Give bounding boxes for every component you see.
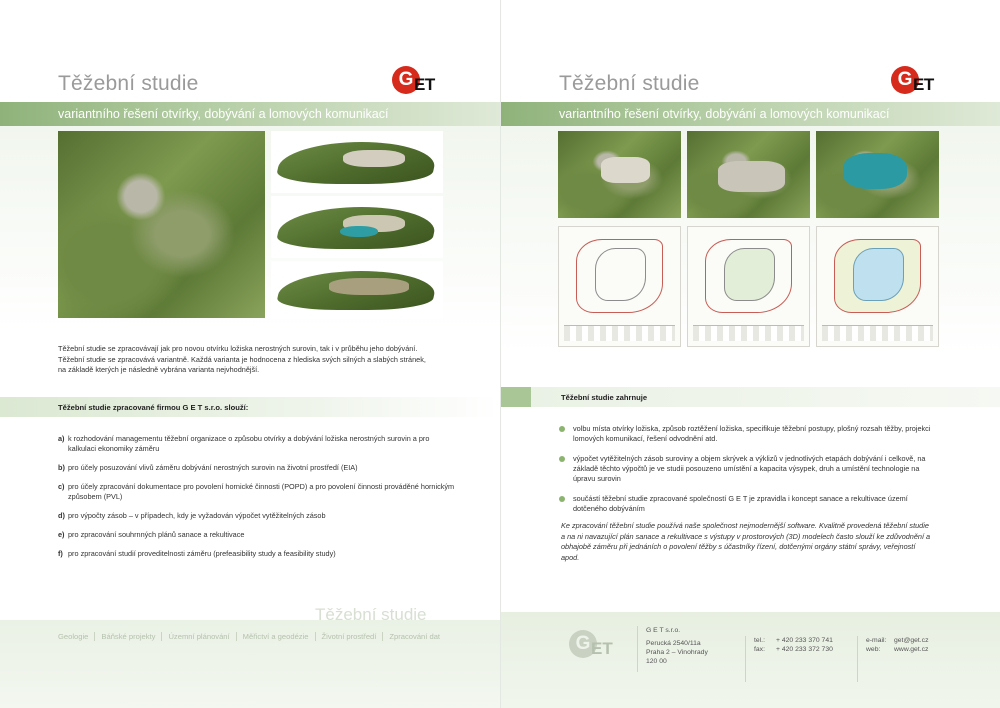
list-letter: b) [58, 463, 65, 472]
address-line: 120 00 [646, 658, 667, 665]
section-heading-bar [0, 397, 500, 417]
bullet-item [559, 454, 931, 484]
list-item [58, 434, 458, 454]
service-item: Báňské projekty [94, 632, 161, 641]
service-item: Životní prostředí [315, 632, 383, 641]
logo-g: G [891, 66, 919, 94]
bullet-icon [559, 496, 565, 502]
logo-et: ET [414, 75, 435, 94]
list-text: pro účely zpracování dokumentace pro povolení hornické činnosti (POPD) a pro povolení činnosti prováděné hornickým způsobem (PVL) [68, 482, 455, 501]
variant-3d-2 [687, 131, 810, 218]
section-heading: Těžební studie zahrnuje [561, 393, 648, 402]
variant-3d-3 [816, 131, 939, 218]
subtitle-band [501, 102, 1000, 126]
list-letter: e) [58, 530, 65, 539]
logo-g: G [569, 630, 597, 658]
footer-band [501, 612, 1000, 708]
intro-line: na základě kterých je následně vybrána varianta nejvhodnější. [58, 365, 260, 374]
logo-et: ET [591, 639, 613, 658]
fax-value: + 420 233 372 730 [776, 646, 833, 653]
web-link[interactable]: www.get.cz [894, 646, 929, 653]
email-link[interactable]: get@get.cz [894, 637, 929, 644]
footer-logo [569, 630, 623, 660]
usage-list [58, 434, 458, 568]
logo-g: G [392, 66, 420, 94]
list-text: k rozhodování managementu těžební organizace o způsobu otvírky a dobývání ložiska nerostných surovin a pro kalkulaci ekonomiky záměru [68, 434, 430, 453]
subtitle-band [0, 102, 500, 126]
intro-text [58, 344, 458, 376]
service-item: Zpracování dat [382, 632, 446, 641]
list-text: pro účely posuzování vlivů záměru dobývání nerostných surovin na životní prostředí (EIA) [68, 463, 358, 472]
list-letter: c) [58, 482, 65, 491]
intro-line: Těžební studie se zpracovává variantně. Každá varianta je hodnocena z hlediska svých silných a slabých stránek, [58, 354, 426, 364]
bullet-item [559, 494, 931, 514]
list-item [58, 530, 458, 540]
model-view-2 [271, 196, 443, 258]
email-label: e-mail: [866, 637, 887, 644]
bullet-text: volbu místa otvírky ložiska, způsob roztěžení ložiska, specifikuje těžební postupy, plošný rozsah těžby, projekci lomových komunikací, řešení odvodnění atd. [573, 424, 931, 443]
right-page [500, 0, 1000, 708]
list-letter: a) [58, 434, 65, 443]
service-item: Měřictví a geodézie [236, 632, 315, 641]
list-letter: f) [58, 549, 63, 558]
tel-label: tel.: [754, 637, 765, 644]
list-item [58, 463, 458, 473]
footer-address [637, 626, 733, 672]
footer-phone [745, 636, 845, 682]
service-item: Geologie [58, 632, 89, 641]
page-subtitle: variantního řešení otvírky, dobývání a lomových komunikací [559, 107, 890, 121]
variant-plan-2 [687, 226, 810, 347]
bullet-text: součástí těžební studie zpracované společností G E T je zpravidla i koncept sanace a rekultivace území dotčeného dobýváním [573, 494, 908, 513]
page-title: Těžební studie [58, 72, 199, 95]
fax-label: fax: [754, 646, 765, 653]
variant-plan-1 [558, 226, 681, 347]
aerial-photo [58, 131, 265, 318]
list-text: pro výpočty zásob – v případech, kdy je vyžadován výpočet vytěžitelných zásob [68, 511, 326, 520]
page-subtitle: variantního řešení otvírky, dobývání a lomových komunikací [58, 107, 389, 121]
get-logo [392, 66, 444, 96]
variant-plan-3 [816, 226, 939, 347]
scope-list [559, 424, 931, 524]
footer-title: Těžební studie [315, 605, 427, 624]
model-view-3 [271, 261, 443, 319]
list-item [58, 511, 458, 521]
list-item [58, 549, 458, 559]
bullet-icon [559, 456, 565, 462]
web-label: web: [866, 646, 881, 653]
intro-line: Těžební studie se zpracovávají jak pro novou otvírku ložiska nerostných surovin, tak i v průběhu jeho dobývání. [58, 344, 418, 353]
bullet-icon [559, 426, 565, 432]
list-letter: d) [58, 511, 65, 520]
logo-et: ET [913, 75, 934, 94]
variant-3d-1 [558, 131, 681, 218]
model-view-1 [271, 131, 443, 193]
service-item: Územní plánování [161, 632, 235, 641]
page-title: Těžební studie [559, 72, 700, 95]
services-list [58, 632, 446, 641]
footer-contact [857, 636, 967, 682]
get-logo [891, 66, 943, 96]
bullet-item [559, 424, 931, 444]
address-line: Perucká 2540/11a [646, 640, 701, 647]
section-heading-bar [501, 387, 1000, 407]
list-text: pro zpracování studií proveditelnosti záměru (prefeasibility study a feasibility study) [68, 549, 336, 558]
tel-value: + 420 233 370 741 [776, 637, 833, 644]
section-heading: Těžební studie zpracované firmou G E T s.r.o. slouží: [58, 403, 249, 412]
address-line: Praha 2 – Vinohrady [646, 649, 708, 656]
company-name: G E T s.r.o. [646, 627, 681, 634]
software-paragraph: Ke zpracování těžební studie používá naše společnost nejmodernější software. Kvalitně provedená těžební studie a na ni navazující plán sanace a rekultivace s výstupy v prostorových (3D) modelech často slouží ke zdůvodnění a obhajobě záměru při jednáních o povolení těžby s účastníky řízení, dotčenými orgány státní správy, veřejností apod. [561, 521, 931, 562]
list-text: pro zpracování souhrnných plánů sanace a rekultivace [68, 530, 245, 539]
bullet-text: výpočet vytěžitelných zásob suroviny a objem skrývek a výklizů v jednotlivých etapách dobývání i celkově, na základě těchto výpočtů je ve studii posouzeno umístění a kapacita výsypek, druh a umístění technologie na úpravu surovin [573, 454, 926, 483]
list-item [58, 482, 458, 502]
